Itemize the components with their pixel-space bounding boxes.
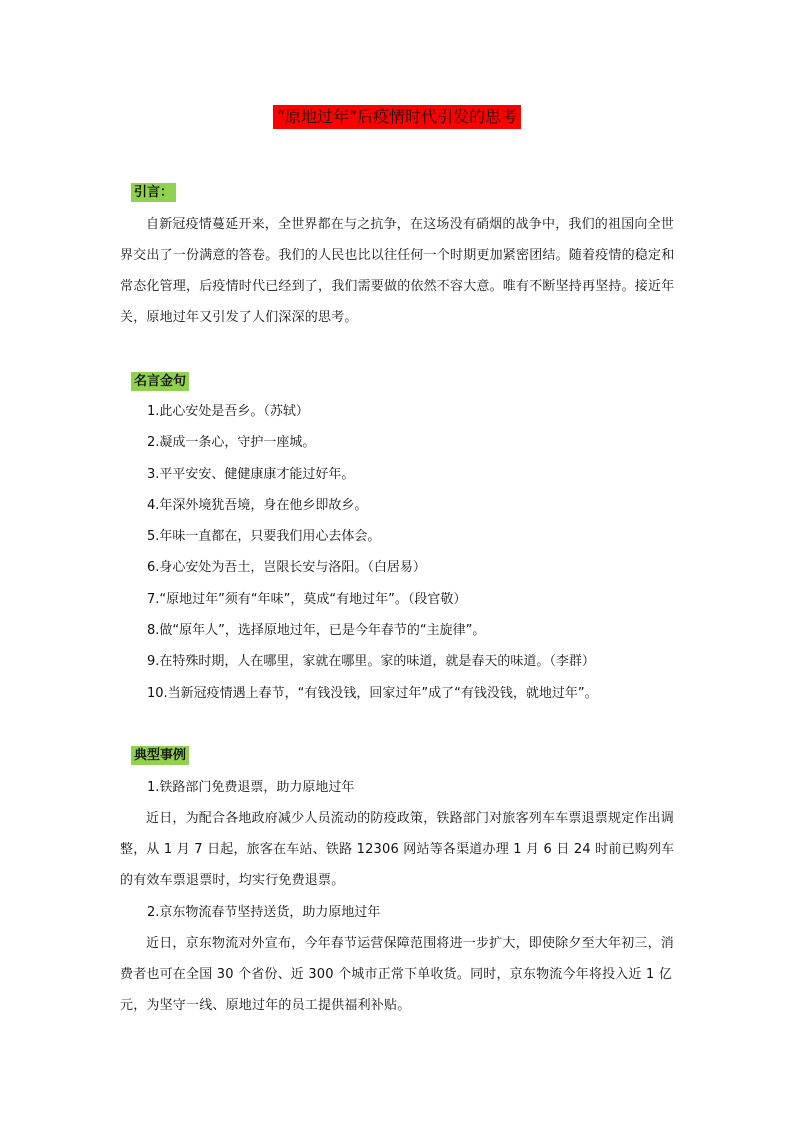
quote-item: 6.身心安处为吾土，岂限长安与洛阳。（白居易） [147, 560, 426, 576]
quote-item: 5.年味一直都在，只要我们用心去体会。 [147, 529, 381, 545]
quote-item: 8.做“原年人”，选择原地过年，已是今年春节的“主旋律”。 [147, 623, 486, 639]
quotes-list [147, 396, 687, 709]
quotes-heading: 名言金句 [131, 372, 189, 391]
quote-item: 9.在特殊时期，人在哪里，家就在哪里。家的味道，就是春天的味道。（李群） [147, 654, 595, 670]
quote-item: 2.凝成一条心，守护一座城。 [147, 435, 316, 451]
quote-item: 7.“原地过年”须有“年味”，莫成“有地过年”。（段官敬） [147, 591, 467, 607]
case-title: 1.铁路部门免费退票，助力原地过年 [147, 780, 355, 795]
quote-item: 3.平平安安、健健康康才能过好年。 [147, 466, 355, 482]
intro-heading: 引言： [131, 183, 176, 202]
quote-item: 4.年深外境犹吾境，身在他乡即故乡。 [147, 497, 368, 513]
cases-heading: 典型事例 [131, 746, 189, 765]
quote-item: 10.当新冠疫情遇上春节，“有钱没钱，回家过年”成了“有钱没钱，就地过年”。 [147, 685, 598, 701]
case-paragraph: 近日，京东物流对外宣布，今年春节运营保障范围将进一步扩大，即使除夕至大年初三，消费者也可在全国 30 个省份、近 300 个城市正常下单收货。同时，京东物流今年将投入近 1 亿元，为坚守一线、原地过年的员工提供福利补贴。 [120, 936, 675, 1013]
case-title: 2.京东物流春节坚持送货，助力原地过年 [147, 905, 381, 920]
case-paragraph: 近日，为配合各地政府减少人员流动的防疫政策，铁路部门对旅客列车车票退票规定作出调整，从 1 月 7 日起，旅客在车站、铁路 12306 网站等各渠道办理 1 月 6 日 24 时前已购列车的有效车票退票时，均实行免费退票。 [120, 811, 675, 888]
quote-item: 1.此心安处是吾乡。（苏轼） [147, 404, 309, 419]
title-container [0, 105, 794, 129]
intro-paragraph: 自新冠疫情蔓延开来，全世界都在与之抗争，在这场没有硝烟的战争中，我们的祖国向全世界交出了一份满意的答卷。我们的人民也比以往任何一个时期更加紧密团结。随着疫情的稳定和常态化管理，后疫情时代已经到了，我们需要做的依然不容大意。唯有不断坚持再坚持。接近年关，原地过年又引发了人们深深的思考。 [120, 217, 675, 325]
document-title: “原地过年”后疫情时代引发的思考 [273, 105, 521, 129]
